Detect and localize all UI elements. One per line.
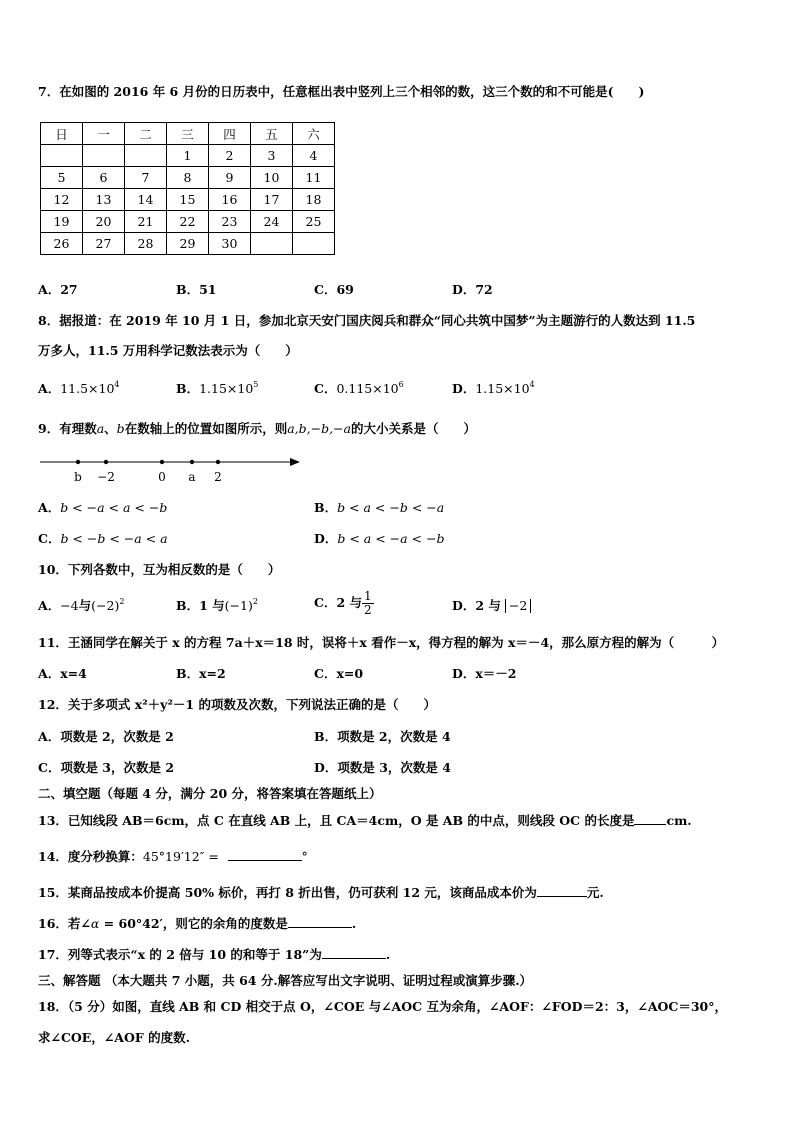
q8-option-a: A．$11.5\times 10^4$: [38, 380, 120, 396]
table-cell: 3: [251, 145, 293, 167]
table-cell: 8: [167, 167, 209, 189]
table-cell: 三: [167, 123, 209, 145]
table-cell: 27: [83, 233, 125, 255]
table-cell: 19: [41, 211, 83, 233]
table-cell: 五: [251, 123, 293, 145]
table-cell: [251, 233, 293, 255]
table-cell: 28: [125, 233, 167, 255]
q7-option-c: C．69: [314, 282, 354, 297]
q11-option-b: B．x=2: [176, 666, 226, 681]
table-cell: 22: [167, 211, 209, 233]
q11-option-d: D．x＝－2: [452, 666, 517, 681]
answer-blank: [288, 915, 352, 928]
table-cell: [293, 233, 335, 255]
table-cell: 25: [293, 211, 335, 233]
q18-line2: 求∠COE，∠AOF 的度数.: [38, 1030, 190, 1045]
q9-option-a: A．b < −a < a < −b: [38, 500, 168, 515]
q10-stem: 10．下列各数中，互为相反数的是（ ）: [38, 562, 281, 577]
q10-option-b: B．1 与$(-1)^2$: [176, 597, 258, 613]
point-zero: [160, 460, 164, 464]
table-cell: 16: [209, 189, 251, 211]
point-2: [216, 460, 220, 464]
q11-option-c: C．x=0: [314, 666, 364, 681]
number-line-figure: [36, 453, 306, 485]
table-cell: 9: [209, 167, 251, 189]
table-cell: 30: [209, 233, 251, 255]
table-cell: 26: [41, 233, 83, 255]
fraction: $\frac{1}{2}$: [364, 589, 372, 617]
q7-option-a: A．27: [38, 282, 78, 297]
point-b: [76, 460, 80, 464]
q12-option-a: A．项数是 2，次数是 2: [38, 729, 174, 744]
axis-label-b: b: [74, 470, 82, 484]
q8-stem-line1: 8．据报道：在 2019 年 10 月 1 日，参加北京天安门国庆阅兵和群众“同心共筑中国梦”为主题游行的人数达到 11.5: [38, 313, 696, 328]
table-cell: 1: [167, 145, 209, 167]
answer-blank: [322, 946, 386, 959]
q9-option-b: B．b < a < −b < −a: [314, 500, 445, 515]
q9-option-c: C．b < −b < −a < a: [38, 531, 168, 546]
table-cell: 日: [41, 123, 83, 145]
table-cell: 13: [83, 189, 125, 211]
table-cell: 17: [251, 189, 293, 211]
q13: 13．已知线段 AB＝6cm，点 C 在直线 AB 上，且 CA＝4cm，O 是 AB 的中点，则线段 OC 的长度是 cm.: [38, 813, 692, 828]
table-cell: 11: [293, 167, 335, 189]
table-cell: 二: [125, 123, 167, 145]
q10-option-a: A．−4与$(-2)^2$: [38, 597, 125, 613]
table-cell: 10: [251, 167, 293, 189]
q11-stem: 11．王涵同学在解关于 x 的方程 7a＋x＝18 时，误将＋x 看作－x，得方程的解为 x＝－4，那么原方程的解为（ ）: [38, 635, 725, 650]
calendar-header-row: [41, 123, 335, 145]
q9-option-d: D．b < a < −a < −b: [314, 531, 445, 546]
answer-blank: [537, 884, 587, 897]
q9-stem: 9．有理数a、b在数轴上的位置如图所示，则a,b,−b,−a的大小关系是（ ）: [38, 421, 476, 436]
q7-option-b: B．51: [176, 282, 217, 297]
table-cell: 24: [251, 211, 293, 233]
axis-label-zero: 0: [158, 470, 166, 484]
q15: 15．某商品按成本价提高 50% 标价，再打 8 折出售，仍可获利 12 元，该商品成本价为 元.: [38, 885, 604, 900]
table-cell: 29: [167, 233, 209, 255]
table-cell: [41, 145, 83, 167]
table-row: [41, 145, 335, 167]
table-cell: 6: [83, 167, 125, 189]
q12-option-c: C．项数是 3，次数是 2: [38, 760, 175, 775]
table-row: [41, 233, 335, 255]
point-minus-2: [104, 460, 108, 464]
q11-option-a: A．x=4: [38, 666, 87, 681]
q12-stem: 12．关于多项式 x²＋y²－1 的项数及次数，下列说法正确的是（ ）: [38, 697, 436, 712]
table-cell: [125, 145, 167, 167]
axis-label-minus-2: −2: [97, 470, 115, 484]
q7-stem: 7．在如图的 2016 年 6 月份的日历表中，任意框出表中竖列上三个相邻的数，这三个数的和不可能是( ): [38, 84, 645, 99]
table-row: [41, 211, 335, 233]
table-cell: 23: [209, 211, 251, 233]
q8-option-c: C．$0.115\times 10^6$: [314, 380, 404, 396]
table-cell: 5: [41, 167, 83, 189]
q10-option-d: D．2 与 −2: [452, 597, 531, 615]
table-row: [41, 189, 335, 211]
q8-option-b: B．$1.15\times 10^5$: [176, 380, 259, 396]
axis-label-2: 2: [214, 470, 222, 484]
answer-blank: [634, 812, 666, 825]
axis-label-a: a: [188, 470, 196, 484]
q18-line1: 18．（5 分）如图，直线 AB 和 CD 相交于点 O，∠COE 与∠AOC 互为余角，∠AOF：∠FOD＝2：3，∠AOC＝30°，: [38, 999, 728, 1014]
arrow-icon: [290, 458, 300, 466]
table-cell: 21: [125, 211, 167, 233]
answer-blank: [228, 848, 302, 861]
table-cell: 12: [41, 189, 83, 211]
q10-option-c: C．2 与 $\frac{1}{2}$: [314, 589, 372, 617]
section-2-heading: 二、填空题（每题 4 分，满分 20 分，将答案填在答题纸上）: [38, 786, 382, 801]
table-cell: 7: [125, 167, 167, 189]
q14: 14．度分秒换算：45°19′12″ = °: [38, 849, 308, 864]
table-cell: 2: [209, 145, 251, 167]
section-3-heading: 三、解答题 （本大题共 7 小题，共 64 分.解答应写出文字说明、证明过程或演算步骤.）: [38, 973, 533, 988]
q7-option-d: D．72: [452, 282, 493, 297]
table-cell: 4: [293, 145, 335, 167]
table-cell: 20: [83, 211, 125, 233]
table-cell: 四: [209, 123, 251, 145]
q17: 17．列等式表示“x 的 2 倍与 10 的和等于 18”为 .: [38, 947, 391, 962]
table-cell: 18: [293, 189, 335, 211]
table-cell: 一: [83, 123, 125, 145]
q12-option-d: D．项数是 3，次数是 4: [314, 760, 451, 775]
point-a: [190, 460, 194, 464]
calendar-table: [40, 122, 335, 255]
table-cell: [83, 145, 125, 167]
table-cell: 14: [125, 189, 167, 211]
q8-stem-line2: 万多人，11.5 万用科学记数法表示为（ ）: [38, 343, 298, 358]
q12-option-b: B．项数是 2，次数是 4: [314, 729, 451, 744]
q16: 16．若∠α = 60°42′，则它的余角的度数是 .: [38, 916, 357, 931]
table-cell: 六: [293, 123, 335, 145]
table-cell: 15: [167, 189, 209, 211]
table-row: [41, 167, 335, 189]
q8-option-d: D．$1.15\times 10^4$: [452, 380, 535, 396]
